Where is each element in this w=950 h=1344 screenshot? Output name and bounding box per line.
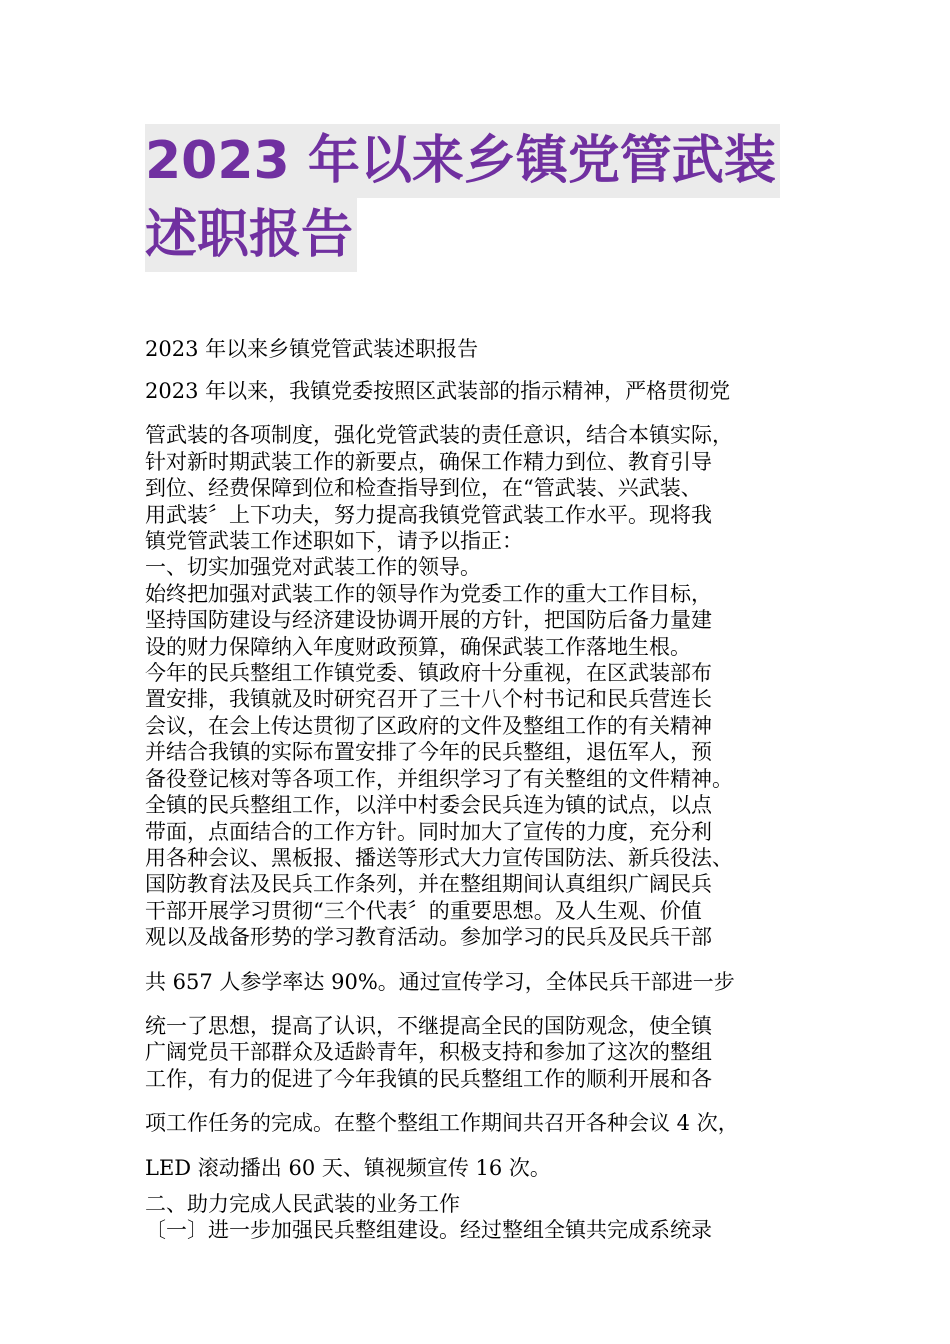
body-line: 备役登记核对等各项工作，并组织学习了有关整组的文件精神。: [145, 766, 733, 791]
document-subtitle: 2023 年以来乡镇党管武装述职报告: [145, 337, 479, 361]
body-line: 坚持国防建设与经济建设协调开展的方针，把国防后备力量建: [145, 608, 712, 633]
body-line: 始终把加强对武装工作的领导作为党委工作的重大工作目标，: [145, 581, 712, 606]
body-line: LED 滚动播出 60 天、镇视频宣传 16 次。: [145, 1155, 551, 1180]
title-line-1: 2023 年以来乡镇党管武装: [145, 124, 780, 198]
body-line: 观以及战备形势的学习教育活动。参加学习的民兵及民兵干部: [145, 925, 712, 950]
body-line: 2023 年以来，我镇党委按照区武装部的指示精神，严格贯彻党: [145, 379, 731, 403]
body-line: 〔一〕进一步加强民兵整组建设。经过整组全镇共完成系统录: [145, 1218, 712, 1243]
document-title: [145, 124, 825, 272]
section-heading: 二、助力完成人民武装的业务工作: [145, 1191, 460, 1216]
body-line: 共 657 人参学率达 90%。通过宣传学习，全体民兵干部进一步: [145, 969, 735, 994]
body-line: 统一了思想，提高了认识，不继提高全民的国防观念，使全镇: [145, 1013, 712, 1038]
body-line: 今年的民兵整组工作镇党委、镇政府十分重视，在区武装部布: [145, 661, 712, 686]
section-heading: 一、切实加强党对武装工作的领导。: [145, 555, 481, 580]
body-line: 设的财力保障纳入年度财政预算，确保武装工作落地生根。: [145, 634, 691, 659]
body-line: 项工作任务的完成。在整个整组工作期间共召开各种会议 4 次，: [145, 1111, 739, 1136]
body-line: 用武装〞上下功夫，努力提高我镇党管武装工作水平。现将我: [145, 502, 712, 527]
body-line: 干部开展学习贯彻“三个代表〞的重要思想。及人生观、价值: [145, 898, 702, 923]
body-line: 国防教育法及民兵工作条列，并在整组期间认真组织广阔民兵: [145, 872, 712, 897]
body-line: 置安排，我镇就及时研究召开了三十八个村书记和民兵营连长: [145, 687, 712, 712]
document-body: [145, 378, 835, 1244]
body-line: 全镇的民兵整组工作，以洋中村委会民兵连为镇的试点，以点: [145, 793, 712, 818]
body-line: 带面，点面结合的工作方针。同时加大了宣传的力度，充分利: [145, 819, 712, 844]
body-line: 会议，在会上传达贯彻了区政府的文件及整组工作的有关精神: [145, 713, 712, 738]
body-line: 并结合我镇的实际布置安排了今年的民兵整组，退伍军人，预: [145, 740, 712, 765]
body-line: 到位、经费保障到位和检查指导到位，在“管武装、兴武装、: [145, 476, 702, 501]
body-line: 广阔党员干部群众及适龄青年，积极支持和参加了这次的整组: [145, 1040, 712, 1065]
body-line: 工作，有力的促进了今年我镇的民兵整组工作的顺利开展和各: [145, 1066, 712, 1091]
body-line: 镇党管武装工作述职如下，请予以指正：: [145, 529, 523, 554]
title-line-2: 述职报告: [145, 198, 357, 272]
body-line: 针对新时期武装工作的新要点，确保工作精力到位、教育引导: [145, 449, 712, 474]
body-line: 管武装的各项制度，强化党管武装的责任意识，结合本镇实际，: [145, 423, 733, 448]
body-line: 用各种会议、黑板报、播送等形式大力宣传国防法、新兵役法、: [145, 845, 733, 870]
